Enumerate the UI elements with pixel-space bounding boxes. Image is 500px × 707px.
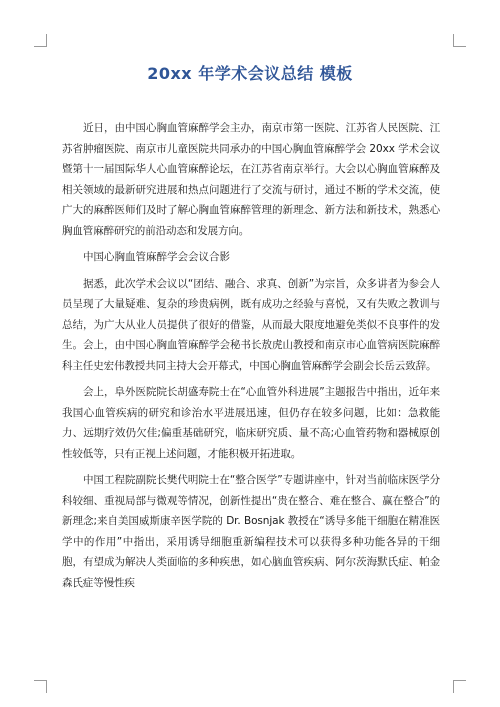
crop-mark-top-right	[453, 34, 466, 47]
crop-mark-bottom-right	[453, 680, 466, 693]
paragraph-lecture: 中国工程院副院长樊代明院士在“整合医学”专题讲座中，针对当前临床医学分科较细、重视局部与微观等情况，创新性提出“贵在整合、难在整合、赢在整合”的新理念;来自美国威斯康辛医学院的 Dr. Bosnjak 教授在“诱导多能干细胞在精准医学中的作用”中指出，采用诱导细胞重新编程技术可以获得多种功能各异的干细胞，有望成为解决人类面临的多种疾患，如心脑血管疾病、阿尔茨海默氏症、帕金森氏症等慢性疾	[62, 474, 440, 589]
document-title: 20xx 年学术会议总结 模板	[147, 64, 353, 83]
paragraph-intro: 近日，由中国心胸血管麻醉学会主办，南京市第一医院、江苏省人民医院、江苏省肿瘤医院、南京市儿童医院共同承办的中国心胸血管麻醉学会 20xx 学术会议暨第十一届国际华人心血管麻醉论坛，在江苏省南京举行。大会以心胸血管麻醉及相关领域的最新研究进展和热点问题进行了交流与研讨，通过不断的学术交流，使广大的麻醉医师们及时了解心胸血管麻醉管理的新理念、新方法和新技术，熟悉心胸血管麻醉研究的前沿动态和发展方向。	[62, 122, 440, 237]
paragraph-report: 会上，阜外医院院长胡盛寿院士在“心血管外科进展”主题报告中指出，近年来我国心血管疾病的研究和诊治水平进展迅速，但仍存在较多问题，比如：急救能力、远期疗效仍欠佳;偏重基础研究，临床研究质、量不高;心血管药物和器械原创性较低等，只有正视上述问题，才能积极开拓进取。	[62, 386, 440, 460]
crop-mark-bottom-left	[34, 680, 47, 693]
paragraph-opening: 据悉，此次学术会议以“团结、融合、求真、创新”为宗旨，众多讲者为参会人员呈现了大量疑难、复杂的珍贵病例，既有成功之经验与喜悦，又有失败之教训与总结，为广大从业人员提供了很好的借鉴，从而最大限度地避免类似不良事件的发生。会上，由中国心胸血管麻醉学会秘书长敖虎山教授和南京市心血管病医院麻醉科主任史宏伟教授共同主持大会开幕式，中国心胸血管麻醉学会副会长岳云致辞。	[62, 277, 440, 372]
document-body	[62, 118, 440, 599]
crop-mark-top-left	[34, 34, 47, 47]
photo-caption: 中国心胸血管麻醉学会会议合影	[83, 251, 230, 263]
